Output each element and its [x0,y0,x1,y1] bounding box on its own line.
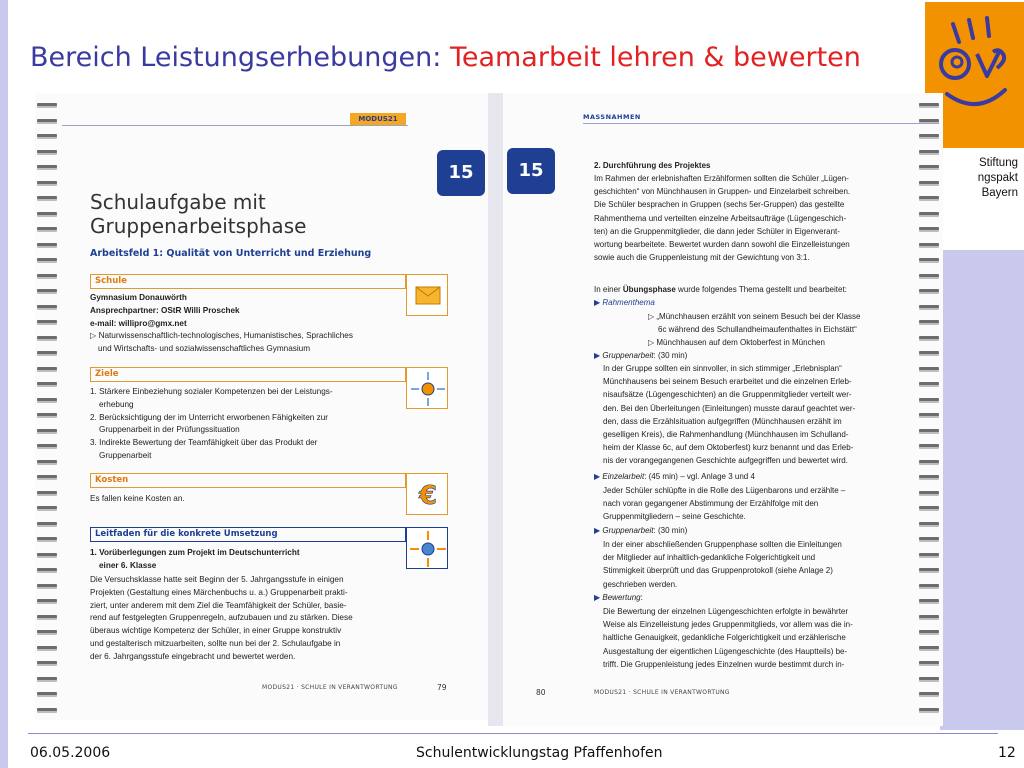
bewertung-bullet-icon: ▶ [594,593,603,602]
spiral-coil [37,398,57,401]
ziele-line-5: 3. Indirekte Bewertung der Teamfähigkeit über das Produkt der [90,438,318,448]
leitfaden-line-2: Projekten (Gestaltung eines Märchenbuchs u. a.) Gruppenarbeit prakti- [90,587,348,597]
spiral-binding-left [37,93,59,720]
spiral-coil [919,134,939,137]
gruppen1-bullet-icon: ▶ [594,351,603,360]
einzel-label: Einzelarbeit [602,472,645,481]
foundation-name [952,156,1018,201]
gruppen2-line-1: In der einer abschließenden Gruppenphase sollten die Einleitungen [603,540,842,549]
spiral-coil [37,227,57,230]
rahmen-bullet-icon: ▶ [594,298,603,307]
svg-text:€: € [418,481,438,511]
gruppen1-line-6: geselligen Kreis), die Rahmenhandlung (Münchhausen im Schulland- [603,430,849,440]
intro-line-3: Die Schüler besprachen in Gruppen (sechs 5er-Gruppen) das gestellte [594,200,845,210]
uebung-line [594,283,924,296]
spiral-coil [37,506,57,509]
einzel-time: : (45 min) – vgl. Anlage 3 und 4 [644,472,755,481]
leitfaden-sub-line2: einer 6. Klasse [99,560,157,570]
schule-text [90,292,410,356]
bewertung-line-4: Ausgestaltung der eigentlichen Lügengeschichte (des Hauptteils) be- [603,646,848,656]
spiral-coil [37,568,57,571]
spiral-coil [37,274,57,277]
leitfaden-text [90,574,410,664]
schule-line-4: ▷ Naturwissenschaftlich-technologisches, Humanistisches, Sprachliches [90,331,353,341]
spiral-coil [37,692,57,695]
gruppen1-label: Gruppenarbeit [602,351,654,360]
gruppen1-line-4: den. Bei den Überleitungen (Einleitungen) musste darauf geachtet wer- [603,403,856,413]
bewertung-label: Bewertung [602,593,641,602]
section-icon-box-leitfaden [406,527,448,569]
spiral-coil [37,708,57,711]
uebung-pre: In einer [594,285,623,294]
intro-line-5: ten) an die Gruppenmitglieder, die dann jeder Schüler in Eigenverant- [594,226,840,236]
modus-logo [350,113,406,125]
section-head-kosten: Kosten [90,473,406,488]
bewertung-label-line [594,591,924,604]
ziele-line-3: 2. Berücksichtigung der im Unterricht erworbenen Fähigkeiten zur [90,412,329,422]
spiral-coil [37,553,57,556]
rahmen-list [648,310,928,350]
leitfaden-line-6: und gestalterisch mitzuarbeiten, sollte nun bei der 2. Schulaufgabe in [90,638,341,648]
leitfaden-line-4: rend auf festgelegten Gruppenregeln, aufzubauen und zu stärken. Diese [90,613,353,623]
ziele-line-1: 1. Stärkere Einbeziehung sozialer Kompetenzen bei der Leistungs- [90,387,333,396]
bewertung-colon: : [640,593,643,602]
einzel-text [603,484,933,524]
spiral-coil [37,289,57,292]
left-page-footer: MODUS21 · SCHULE IN VERANTWORTUNG [262,684,398,691]
gruppen2-time: : (30 min) [653,526,688,535]
spiral-coil [37,584,57,587]
rahmen-line-3: ▷ Münchhausen auf dem Oktoberfest in München [648,338,825,348]
section-icon-box-ziele [406,367,448,409]
spiral-coil [37,103,57,106]
gruppen2-label-line [594,524,924,537]
footer-event: Schulentwicklungstag Pfaffenhofen [416,745,663,761]
leitfaden-line-1: Die Versuchsklasse hatte seit Beginn der 5. Jahrgangsstufe in einigen [90,575,344,584]
spiral-coil [919,677,939,680]
spiral-coil [919,708,939,711]
footer-date: 06.05.2006 [30,745,111,761]
spiral-coil [919,165,939,168]
leitfaden-subhead [90,547,410,573]
einzel-line-3: Gruppenmitgliedern – seine Geschichte. [603,512,746,522]
bewertung-text [603,605,933,671]
chapter-tab-right: 15 [507,148,555,194]
slide-number: 12 [998,745,1016,761]
rahmen-label: Rahmenthema [602,298,655,307]
section-head-leitfaden: Leitfaden für die konkrete Umsetzung [90,527,406,542]
spiral-coil [37,522,57,525]
spiral-coil [37,677,57,680]
spiral-coil [37,165,57,168]
document-subtitle: Arbeitsfeld 1: Qualität von Unterricht und Erziehung [90,248,372,259]
right-page-footer: MODUS21 · SCHULE IN VERANTWORTUNG [594,689,730,696]
gruppen2-bullet-icon: ▶ [594,526,603,535]
euro-icon [407,474,449,516]
bewertung-line-5: trifft. Die Gruppenleistung jedes Einzelnen wurde bestimmt durch in- [603,659,845,669]
spiral-coil [919,274,939,277]
einzel-bullet-icon: ▶ [594,472,603,481]
intro-line-7: sowie auch die Gruppenleistung mit der Gewichtung von 3:1. [594,253,810,263]
intro-line-2: geschichten“ von Münchhausen in Gruppen- und Einzelarbeit schreiben. [594,187,851,197]
einzel-label-line [594,470,924,483]
uebung-bold: Übungsphase [622,285,676,294]
einzel-line-1: Jeder Schüler schlüpfte in die Rolle des Lügenbarons und erzählte – [603,486,846,495]
right-section-title: 2. Durchführung des Projektes [594,161,711,170]
spiral-coil [37,243,57,246]
spiral-coil [37,661,57,664]
bewertung-line-3: haltliche Genauigkeit, gedankliche Folgerichtigkeit und erzählerische [603,633,846,643]
foundation-line-2: ngspakt [977,172,1018,184]
gruppen1-line-3: nisaufsätze (Lügengeschichten) an die Gruppenmitglieder verteilt wer- [603,390,852,400]
gruppen1-line-8: nis der vorangegangenen Geschichte aufgegriffen und bewertet wird. [603,456,848,466]
gruppen2-line-3: Stimmigkeit überprüft und das Gruppenprotokoll (siehe Anlage 2) [603,566,833,576]
spiral-coil [37,336,57,339]
spiral-coil [37,258,57,261]
bewertung-line-2: Weise als Einzelleistung jedes Gruppenmitglieds, vor allem was die in- [603,620,853,630]
spiral-coil [37,196,57,199]
foundation-line-1: Stiftung [979,157,1018,169]
gruppen1-line-2: Münchhausens bei seinem Besuch erarbeitet und die einzelnen Erleb- [603,377,852,387]
modus-label: MODUS21 [358,115,398,123]
spiral-coil [37,413,57,416]
spiral-coil [37,615,57,618]
right-page-number: 80 [536,688,546,697]
crosshair-arrows-icon [407,528,449,570]
section-icon-box-schule [406,274,448,316]
intro-line-6: wortung bearbeitete. Bewertet wurden dann sowohl die Einzelleistungen [594,240,850,250]
ziele-line-4: Gruppenarbeit in der Prüfungssituation [99,425,240,435]
spiral-coil [37,150,57,153]
spiral-coil [37,320,57,323]
slide-title [30,42,861,73]
page-gutter [488,93,503,726]
gruppen1-text [603,362,933,468]
gruppen2-line-2: der Mitglieder auf inhaltlich-gedankliche Folgerichtigkeit und [603,553,816,563]
document-title-line2: Gruppenarbeitsphase [90,214,307,238]
section-head-schule: Schule [90,274,406,289]
spiral-coil [37,212,57,215]
section-icon-box-kosten [406,473,448,515]
einzel-line-2: nach voran gegangener Abstimmung der Erzählfolge mit den [603,499,819,509]
section-head-ziele: Ziele [90,367,406,382]
gruppen2-line-4: geschrieben werden. [603,579,678,589]
spiral-coil [37,119,57,122]
spiral-coil [37,475,57,478]
spiral-coil [37,646,57,649]
left-decor-band [0,0,8,768]
rahmen-line-1: ▷ „Münchhausen erzählt von seinem Besuch bei der Klasse [648,312,861,321]
schule-line-3: e-mail: willipro@gmx.net [90,318,187,328]
schule-line-5: und Wirtschafts- und sozialwissenschaftliches Gymnasium [98,344,311,354]
massnahmen-header: MASSNAHMEN [583,112,939,124]
footer-rule [28,733,998,734]
spiral-coil [37,429,57,432]
foundation-line-3: Bayern [981,187,1018,199]
envelope-icon [407,275,449,317]
spiral-coil [37,444,57,447]
kosten-text: Es fallen keine Kosten an. [90,494,185,503]
left-page-number: 79 [437,683,447,692]
right-intro [594,172,924,264]
bewertung-line-1: Die Bewertung der einzelnen Lügengeschichten erfolgte in bewährter [603,607,849,616]
gruppen1-time: : (30 min) [653,351,688,360]
right-decor-panel [940,250,1024,730]
gruppen1-label-line [594,349,924,362]
uebung-post: wurde folgendes Thema gestellt und bearbeitet: [675,285,847,294]
document-title-line1: Schulaufgabe mit [90,190,266,214]
spiral-coil [37,491,57,494]
target-arrows-icon [407,368,449,410]
rahmen-line-2: 6c während des Schullandheimaufenthaltes in Eichstätt“ [658,325,857,335]
spiral-coil [919,692,939,695]
slide-title-part1: Bereich Leistungserhebungen: [30,42,450,73]
schule-line-1: Gymnasium Donauwörth [90,293,187,302]
spiral-coil [37,351,57,354]
document-title [90,190,306,238]
leitfaden-sub-line1: 1. Vorüberlegungen zum Projekt im Deutschunterricht [90,548,300,557]
spiral-coil [37,305,57,308]
spiral-coil [37,367,57,370]
intro-line-4: Rahmenthema und verteilten einzelne Arbeitsaufträge (Lügengeschich- [594,213,847,223]
ziele-text [90,386,410,463]
gruppen2-label: Gruppenarbeit [602,526,654,535]
gruppen1-line-1: In der Gruppe sollten ein sinnvoller, in sich stimmiger „Erlebnisplan“ [603,364,842,373]
gruppen2-text [603,538,933,591]
ziele-line-2: erhebung [99,399,134,409]
spiral-coil [37,134,57,137]
gruppen1-line-5: den, dass die Erzählsituation aufgegriffen (Münchhausen erzählt im [603,416,842,426]
slide-title-part2: Teamarbeit lehren & bewerten [449,42,861,73]
spiral-coil [919,150,939,153]
spiral-coil [37,630,57,633]
spiral-coil [37,382,57,385]
intro-line-1: Im Rahmen der erlebnishaften Erzählformen sollten die Schüler „Lügen- [594,174,849,183]
chapter-tab-left: 15 [437,150,485,196]
rahmen-label-line [594,296,924,309]
ziele-line-6: Gruppenarbeit [99,450,152,460]
leitfaden-line-5: überaus wichtige Kompetenz der Schüler, in einer Gruppe konstruktiv [90,626,342,636]
schule-line-2: Ansprechpartner: OStR Willi Proschek [90,305,240,315]
gruppen1-line-7: heim der Klasse 6c, auf dem Oktoberfest) kurz benannt und das Erleb- [603,443,854,453]
spiral-coil [37,537,57,540]
spiral-coil [919,103,939,106]
spiral-coil [37,599,57,602]
spiral-coil [37,181,57,184]
leitfaden-line-7: der 6. Jahrgangsstufe eingebracht und bewertet werden. [90,651,296,661]
spiral-coil [37,460,57,463]
leitfaden-line-3: ziert, unter anderem mit dem Ziel die Teamfähigkeit der Schüler, basie- [90,600,347,610]
